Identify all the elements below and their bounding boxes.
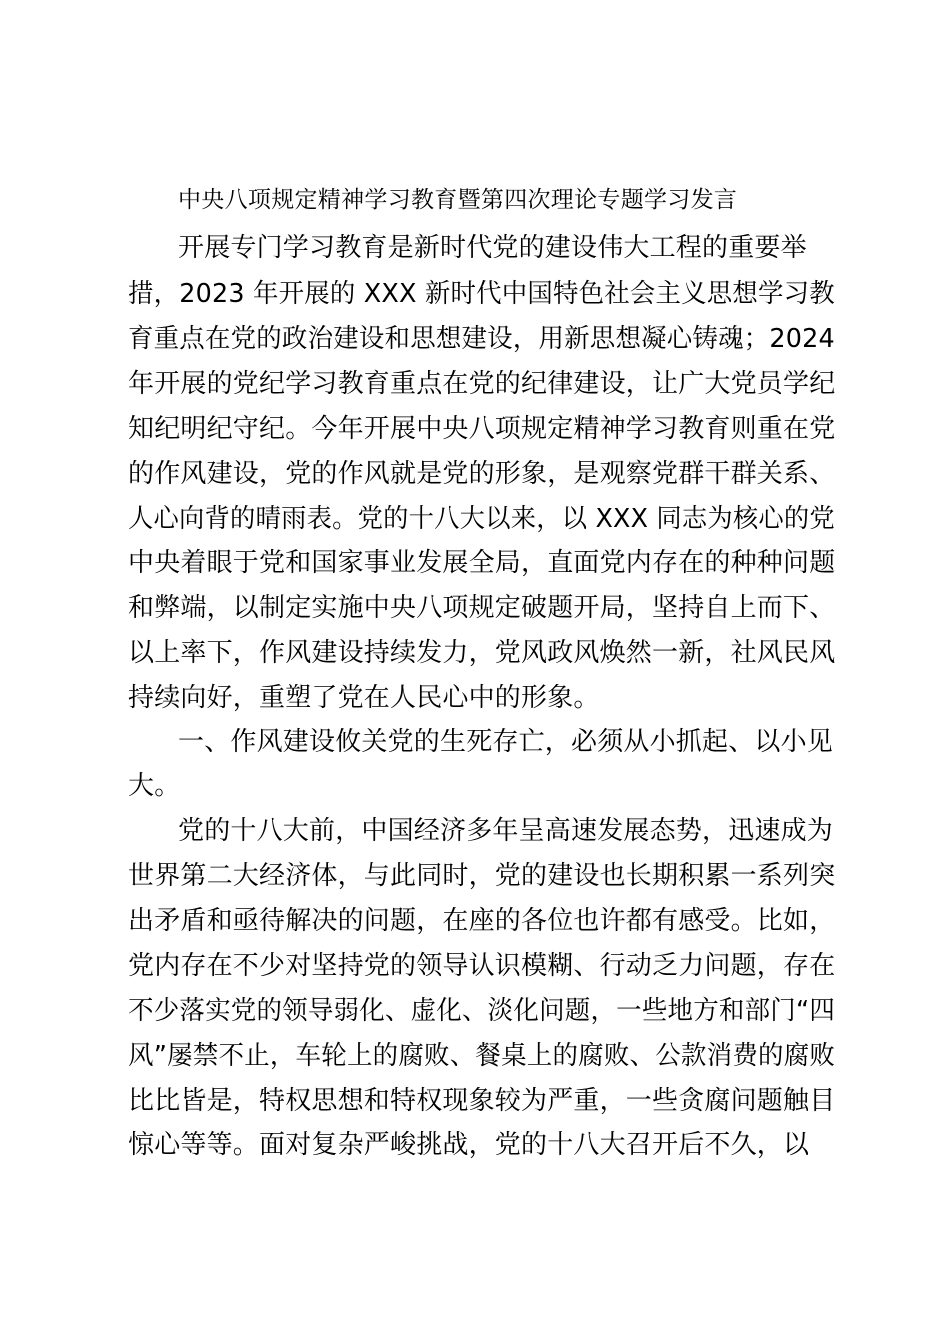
paragraph-line: 年开展的党纪学习教育重点在党的纪律建设，让广大党员学纪	[128, 369, 836, 399]
paragraph-line: 比比皆是，特权思想和特权现象较为严重，一些贪腐问题触目	[128, 1086, 836, 1116]
paragraph-line: 人心向背的晴雨表。党的十八大以来，以 XXX 同志为核心的党	[128, 504, 835, 534]
paragraph-line: 党内存在不少对坚持党的领导认识模糊、行动乏力问题，存在	[128, 951, 836, 981]
paragraph-line: 育重点在党的政治建设和思想建设，用新思想凝心铸魂；2024	[128, 324, 835, 354]
paragraph-line: 以上率下，作风建设持续发力，党风政风焕然一新，社风民风	[128, 638, 836, 668]
document-title: 中央八项规定精神学习教育暨第四次理论专题学习发言	[178, 187, 738, 213]
paragraph-line: 出矛盾和亟待解决的问题，在座的各位也许都有感受。比如，	[128, 906, 836, 936]
paragraph-line: 开展专门学习教育是新时代党的建设伟大工程的重要举	[178, 233, 807, 263]
paragraph-line: 知纪明纪守纪。今年开展中央八项规定精神学习教育则重在党	[128, 414, 836, 444]
section-heading-line: 一、作风建设攸关党的生死存亡，必须从小抓起、以小见	[178, 727, 834, 757]
paragraph-line: 世界第二大经济体，与此同时，党的建设也长期积累一系列突	[128, 861, 836, 891]
paragraph-line: 党的十八大前，中国经济多年呈高速发展态势，迅速成为	[178, 816, 834, 846]
paragraph-line: 持续向好，重塑了党在人民心中的形象。	[128, 683, 600, 713]
paragraph-line: 措，2023 年开展的 XXX 新时代中国特色社会主义思想学习教	[128, 279, 835, 309]
paragraph-line: 不少落实党的领导弱化、虚化、淡化问题，一些地方和部门“四	[128, 996, 836, 1026]
section-heading-line: 大。	[128, 771, 181, 801]
paragraph-line: 的作风建设，党的作风就是党的形象，是观察党群干群关系、	[128, 459, 836, 489]
paragraph-line: 惊心等等。面对复杂严峻挑战，党的十八大召开后不久，以	[128, 1130, 810, 1160]
paragraph-line: 和弊端，以制定实施中央八项规定破题开局，坚持自上而下、	[128, 593, 836, 623]
paragraph-line: 中央着眼于党和国家事业发展全局，直面党内存在的种种问题	[128, 548, 836, 578]
paragraph-line: 风”屡禁不止，车轮上的腐败、餐桌上的腐败、公款消费的腐败	[128, 1041, 836, 1071]
